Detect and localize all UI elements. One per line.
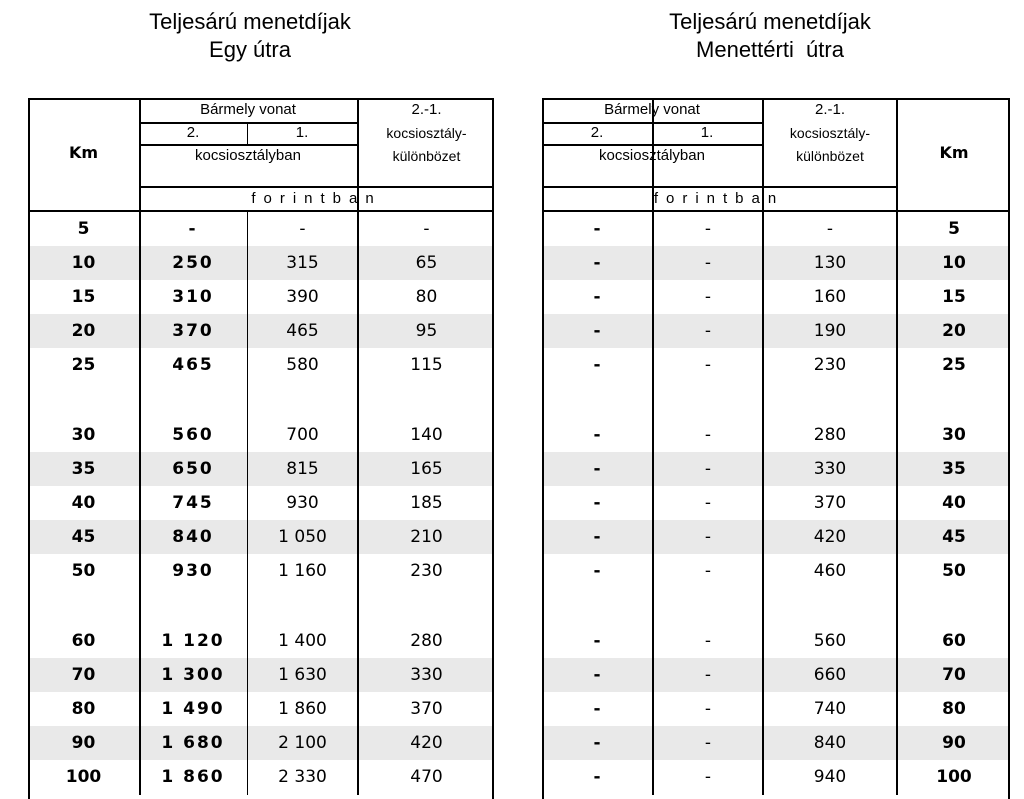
class-1-fare-cell: 1 050 [278,527,327,547]
single-journey-fare-table [28,98,494,795]
km-cell: 15 [71,287,96,307]
class-2-fare-cell: 310 [172,287,214,307]
km-cell: 5 [77,219,90,239]
class-difference-cell: 280 [813,425,847,445]
km-cell: 45 [71,527,96,547]
km-cell: 60 [942,631,966,651]
class-1-fare-cell: - [704,425,712,445]
class-difference-cell: 560 [813,631,847,651]
km-cell: 15 [942,287,966,307]
difference-header-line3: különbözet [796,148,864,164]
difference-header-line2: kocsiosztály- [789,125,871,141]
class-1-fare-cell: - [704,355,712,375]
class-difference-cell: 370 [410,699,443,719]
class-2-fare-cell: 370 [172,321,214,341]
class-2-fare-cell: 1 120 [161,631,225,651]
class-1-fare-cell: - [704,459,712,479]
km-cell: 5 [948,219,960,239]
class-difference-cell: 80 [415,287,438,307]
class-2-fare-cell: - [593,733,601,753]
class-1-fare-cell: - [704,253,712,273]
class-1-fare-cell: 815 [286,459,319,479]
difference-header-line3: különbözet [392,148,461,164]
class-1-fare-cell: 580 [286,355,319,375]
class-2-fare-cell: 840 [172,527,214,547]
class-difference-cell: 330 [410,665,443,685]
class-difference-cell: 210 [410,527,443,547]
class-2-fare-cell: - [593,527,601,547]
class-1-fare-cell: - [704,665,712,685]
class-1-fare-cell: - [704,219,712,239]
class-difference-cell: 115 [410,355,443,375]
class-2-fare-cell: - [593,287,601,307]
km-cell: 50 [71,561,96,581]
class-difference-cell: 190 [813,321,847,341]
class-2-fare-cell: 1 680 [161,733,225,753]
km-header: Km [68,143,99,162]
class-1-fare-cell: - [704,733,712,753]
km-cell: 70 [942,665,966,685]
class-2-fare-cell: 465 [172,355,214,375]
class-difference-cell: 165 [410,459,443,479]
currency-unit-header: forintban [251,190,382,207]
class-2-fare-cell: 560 [172,425,214,445]
class-difference-cell: 160 [813,287,847,307]
class-difference-cell: 420 [813,527,847,547]
class-2-fare-cell: 1 860 [161,767,225,787]
class-2-fare-cell: - [593,493,601,513]
class-difference-cell: 185 [410,493,443,513]
km-cell: 10 [942,253,966,273]
class-2-fare-cell: 930 [172,561,214,581]
class-2-fare-cell: - [593,459,601,479]
class-2-fare-cell: - [188,219,198,239]
class-1-fare-cell: - [704,767,712,787]
class-2-fare-cell: - [593,425,601,445]
class-1-fare-cell: - [704,699,712,719]
class-2-header: 2. [186,124,200,141]
class-1-fare-cell: 1 400 [278,631,327,651]
return-journey-title [590,8,950,64]
class-difference-cell: 660 [813,665,847,685]
return-journey-title-line2: Menettérti útra [696,37,844,62]
km-cell: 80 [942,699,966,719]
class-difference-cell: 940 [813,767,847,787]
any-train-header: Bármely vonat [604,101,700,118]
class-difference-cell: 420 [410,733,443,753]
km-cell: 10 [71,253,96,273]
km-cell: 25 [942,355,966,375]
class-1-fare-cell: 930 [286,493,319,513]
in-class-header: kocsiosztályban [599,147,705,164]
class-1-fare-cell: 1 630 [278,665,327,685]
class-difference-cell: 130 [813,253,847,273]
km-cell: 100 [65,767,102,787]
class-1-fare-cell: 1 160 [278,561,327,581]
class-difference-cell: - [423,219,430,239]
class-1-fare-cell: - [704,527,712,547]
class-1-fare-cell: 700 [286,425,319,445]
km-header: Km [939,143,969,162]
class-2-fare-cell: 650 [172,459,214,479]
class-1-fare-cell: - [704,493,712,513]
class-2-fare-cell: - [593,699,601,719]
km-cell: 100 [936,767,972,787]
class-1-fare-cell: - [704,287,712,307]
class-difference-cell: 460 [813,561,847,581]
class-2-fare-cell: - [593,253,601,273]
class-2-header: 2. [590,124,604,141]
class-1-fare-cell: - [704,631,712,651]
km-cell: 45 [942,527,966,547]
km-cell: 30 [71,425,96,445]
class-2-fare-cell: - [593,631,601,651]
class-difference-cell: 740 [813,699,847,719]
difference-header-line1: 2.-1. [814,101,845,118]
km-cell: 30 [942,425,966,445]
km-cell: 40 [942,493,966,513]
single-journey-title-line1: Teljesárú menetdíjak [149,9,351,34]
return-journey-title-line1: Teljesárú menetdíjak [669,9,871,34]
single-journey-title [70,8,430,64]
class-2-fare-cell: - [593,767,601,787]
class-2-fare-cell: - [593,355,601,375]
class-2-fare-cell: - [593,321,601,341]
class-1-header: 1. [700,124,714,141]
class-1-fare-cell: 465 [286,321,319,341]
class-1-fare-cell: - [704,321,712,341]
km-cell: 40 [71,493,96,513]
class-1-fare-cell: 2 100 [278,733,327,753]
class-difference-cell: 65 [415,253,438,273]
currency-unit-header: forintban [653,190,785,207]
km-cell: 25 [71,355,96,375]
class-difference-cell: 370 [813,493,847,513]
km-cell: 35 [942,459,966,479]
km-cell: 90 [71,733,96,753]
class-difference-cell: 95 [415,321,438,341]
class-difference-cell: 330 [813,459,847,479]
km-cell: 20 [71,321,96,341]
class-1-fare-cell: 390 [286,287,319,307]
class-difference-cell: 230 [813,355,847,375]
km-cell: 35 [71,459,96,479]
class-2-fare-cell: 745 [172,493,214,513]
class-2-fare-cell: - [593,665,601,685]
class-difference-cell: 230 [410,561,443,581]
class-2-fare-cell: 250 [172,253,214,273]
km-cell: 80 [71,699,96,719]
difference-header-line2: kocsiosztály- [386,125,467,141]
return-journey-fare-table [542,98,1010,795]
class-2-fare-cell: 1 490 [161,699,225,719]
km-cell: 20 [942,321,966,341]
class-difference-cell: 470 [410,767,443,787]
class-1-fare-cell: - [704,561,712,581]
class-2-fare-cell: - [593,561,601,581]
km-cell: 90 [942,733,966,753]
class-1-fare-cell: - [299,219,306,239]
class-difference-cell: 280 [410,631,443,651]
class-1-fare-cell: 2 330 [278,767,327,787]
class-1-header: 1. [295,124,309,141]
km-cell: 60 [71,631,96,651]
class-2-fare-cell: - [593,219,601,239]
class-1-fare-cell: 1 860 [278,699,327,719]
class-2-fare-cell: 1 300 [161,665,225,685]
single-journey-title-line2: Egy útra [209,37,291,62]
km-cell: 70 [71,665,96,685]
in-class-header: kocsiosztályban [195,147,301,164]
km-cell: 50 [942,561,966,581]
difference-header-line1: 2.-1. [411,101,442,118]
any-train-header: Bármely vonat [200,101,296,118]
class-difference-cell: 140 [410,425,443,445]
class-difference-cell: 840 [813,733,847,753]
class-difference-cell: - [826,219,834,239]
class-1-fare-cell: 315 [286,253,319,273]
